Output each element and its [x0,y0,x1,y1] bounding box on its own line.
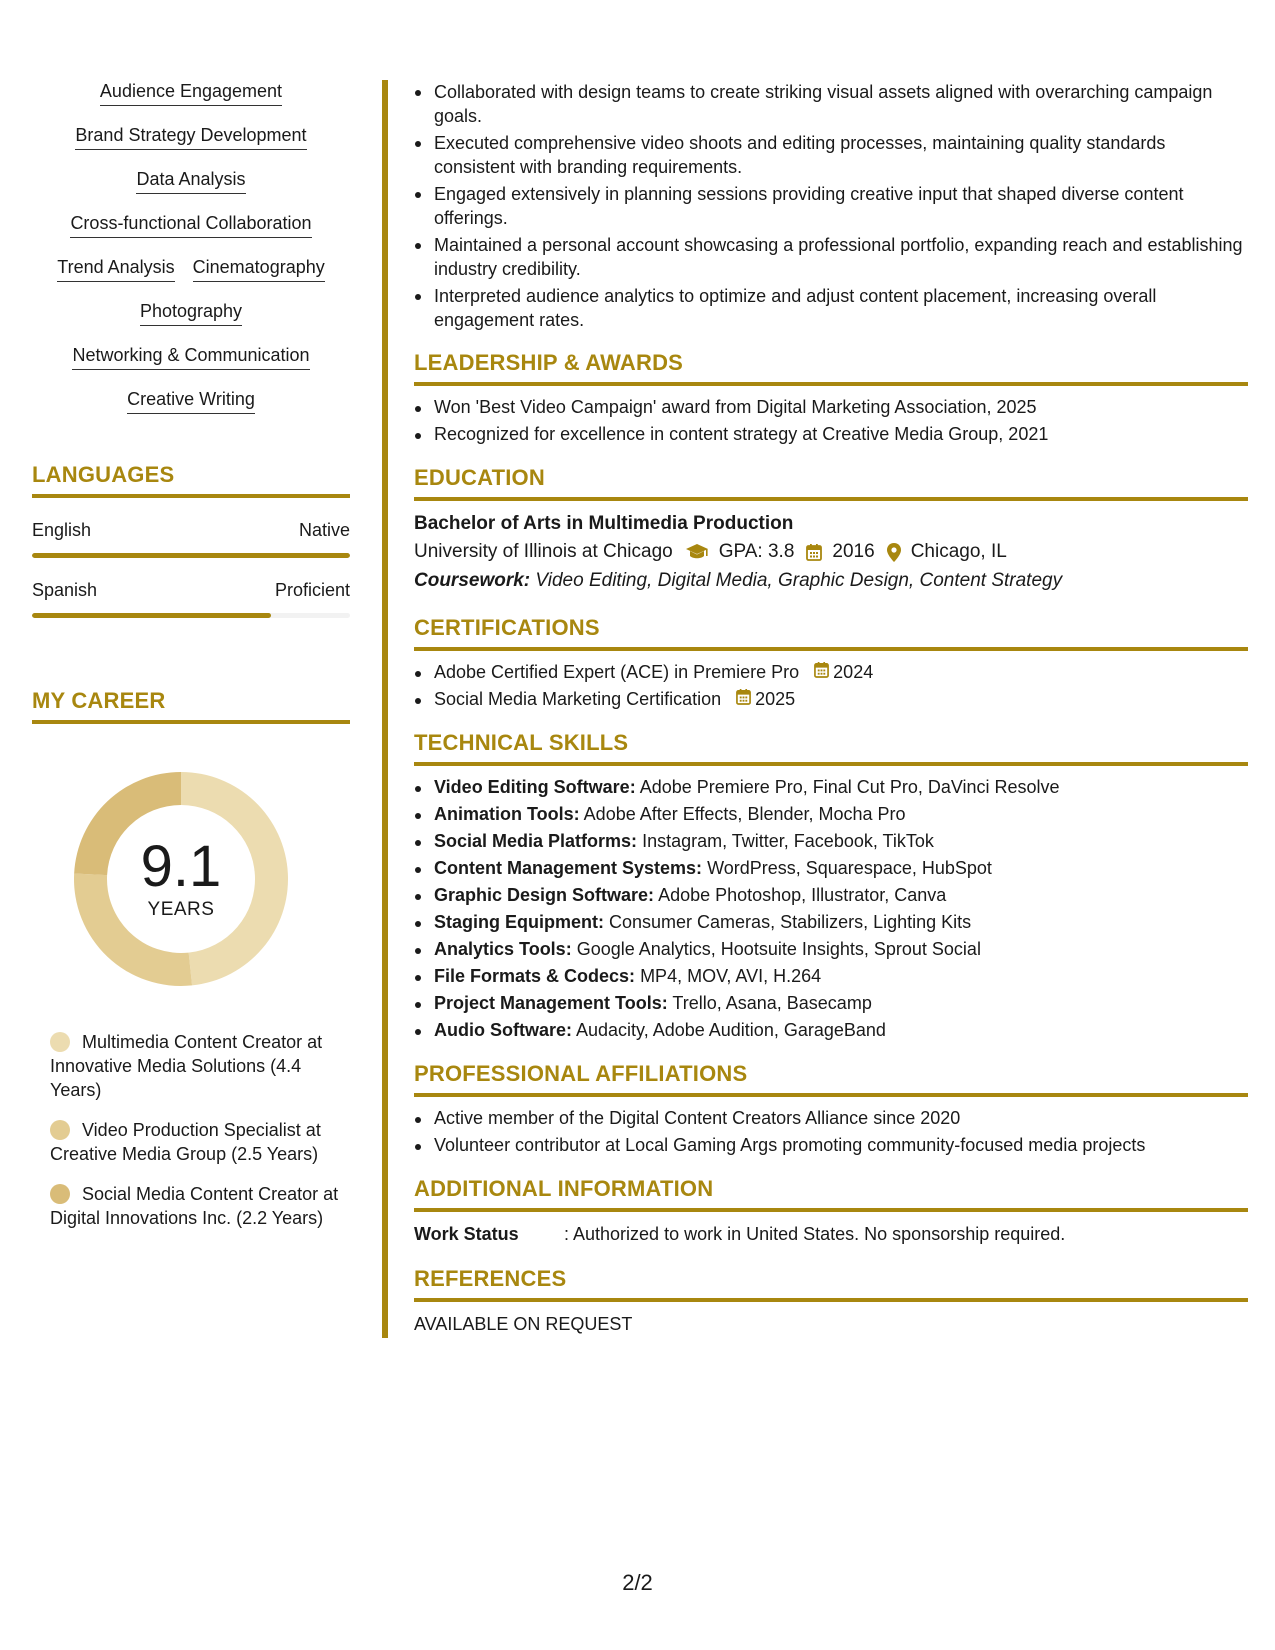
career-legend-text: Video Production Specialist at Creative Media Group (2.5 Years) [50,1120,321,1164]
technical-skill-value: Adobe After Effects, Blender, Mocha Pro [583,804,906,824]
career-section [32,688,350,1230]
experience-bullet: Interpreted audience analytics to optimize and adjust content placement, increasing overall engagement rates. [414,284,1248,332]
legend-swatch [50,1120,70,1140]
skill-tag: Trend Analysis [57,256,174,282]
career-legend-item [50,1182,350,1230]
affiliation-item: Active member of the Digital Content Creators Alliance since 2020 [414,1107,1248,1129]
technical-skill-key: Social Media Platforms: [434,831,638,851]
certification-item [414,661,1248,683]
technical-skill-key: Graphic Design Software: [434,885,655,905]
skills-tag-list [32,80,350,432]
skill-tag: Brand Strategy Development [75,124,306,150]
technical-skill-value: Instagram, Twitter, Facebook, TikTok [642,831,934,851]
technical-skill-value: Audacity, Adobe Audition, GarageBand [576,1020,886,1040]
certification-name: Adobe Certified Expert (ACE) in Premiere Pro [434,662,800,682]
technical-skill-value: Adobe Photoshop, Illustrator, Canva [658,885,947,905]
technical-skill-key: Video Editing Software: [434,777,636,797]
technical-skills-list [414,776,1248,1041]
education-gpa: GPA: 3.8 [718,541,795,562]
career-donut-chart [66,764,296,994]
experience-bullet: Maintained a personal account showcasing a professional portfolio, expanding reach and establishing industry credibility. [414,233,1248,281]
language-item [32,520,350,558]
technical-skill-value: Consumer Cameras, Stabilizers, Lighting Kits [609,912,972,932]
language-level: Proficient [274,580,350,600]
skill-tag: Audience Engagement [100,80,282,106]
technical-skill-key: Audio Software: [434,1020,572,1040]
technical-skill-item [414,884,1248,906]
language-level: Native [298,520,350,540]
language-name: Spanish [32,580,98,600]
education-school: University of Illinois at Chicago [414,541,673,562]
skill-tag: Networking & Communication [72,344,309,370]
technical-skill-item [414,776,1248,798]
leadership-item: Recognized for excellence in content strategy at Creative Media Group, 2021 [414,423,1248,445]
leadership-item: Won 'Best Video Campaign' award from Digital Marketing Association, 2025 [414,396,1248,418]
certifications-heading: CERTIFICATIONS [414,615,1248,651]
technical-skill-item [414,992,1248,1014]
skill-tag: Cross-functional Collaboration [70,212,311,238]
languages-section [32,462,350,618]
career-legend-item [50,1118,350,1166]
legend-swatch [50,1032,70,1052]
location-pin-icon [887,543,901,562]
calendar-icon [736,688,751,710]
technical-skill-key: Animation Tools: [434,804,580,824]
experience-bullets [414,80,1248,332]
affiliation-item: Volunteer contributor at Local Gaming Args promoting community-focused media projects [414,1134,1248,1156]
technical-skill-item [414,911,1248,933]
certification-year: 2024 [833,662,874,682]
skill-tag: Photography [140,300,242,326]
technical-skill-key: Analytics Tools: [434,939,572,959]
skill-tag: Data Analysis [136,168,245,194]
technical-skill-item [414,830,1248,852]
career-total-years: 9.1 [140,834,222,899]
language-level-bar [32,613,350,618]
calendar-icon [814,661,829,683]
left-column [32,80,350,1246]
skill-tag: Cinematography [193,256,325,282]
certification-year: 2025 [755,689,796,709]
experience-bullet: Engaged extensively in planning sessions providing creative input that shaped diverse content offerings. [414,182,1248,230]
language-item [32,580,350,618]
references-heading: REFERENCES [414,1266,1248,1302]
affiliations-heading: PROFESSIONAL AFFILIATIONS [414,1061,1248,1097]
technical-skill-value: Google Analytics, Hootsuite Insights, Sprout Social [576,939,981,959]
technical-skill-value: Trello, Asana, Basecamp [672,993,872,1013]
certification-name: Social Media Marketing Certification [434,689,722,709]
technical-skills-heading: TECHNICAL SKILLS [414,730,1248,766]
technical-skill-value: Adobe Premiere Pro, Final Cut Pro, DaVinci Resolve [639,777,1060,797]
technical-skill-item [414,1019,1248,1041]
work-status-value: : Authorized to work in United States. No sponsorship required. [564,1224,1066,1244]
language-name: English [32,520,92,540]
column-divider [382,80,388,1338]
career-legend-text: Multimedia Content Creator at Innovative Media Solutions (4.4 Years) [50,1032,323,1100]
coursework-list: Video Editing, Digital Media, Graphic Design, Content Strategy [535,570,1063,591]
technical-skill-value: MP4, MOV, AVI, H.264 [640,966,822,986]
technical-skill-item [414,857,1248,879]
legend-swatch [50,1184,70,1204]
career-legend-text: Social Media Content Creator at Digital Innovations Inc. (2.2 Years) [50,1184,339,1228]
coursework-label: Coursework: [414,570,531,591]
certification-item [414,688,1248,710]
education-entry [414,511,1248,595]
languages-heading: LANGUAGES [32,462,350,498]
language-level-bar [32,553,350,558]
education-location: Chicago, IL [910,541,1007,562]
technical-skill-value: WordPress, Squarespace, HubSpot [707,858,992,878]
career-legend [32,1030,350,1230]
work-status-row [414,1222,1248,1246]
certifications-list [414,661,1248,710]
work-status-label: Work Status [414,1224,519,1244]
technical-skill-item [414,803,1248,825]
education-year: 2016 [832,541,875,562]
experience-bullet: Executed comprehensive video shoots and editing processes, maintaining quality standards consistent with branding requirements. [414,131,1248,179]
education-heading: EDUCATION [414,465,1248,501]
leadership-list [414,396,1248,445]
page-number: 2/2 [622,1570,653,1595]
references-text: AVAILABLE ON REQUEST [414,1314,633,1334]
skill-tag: Creative Writing [127,388,255,414]
right-column [414,80,1248,1336]
experience-bullet: Collaborated with design teams to create striking visual assets aligned with overarching campaign goals. [414,80,1248,128]
career-heading: MY CAREER [32,688,350,724]
technical-skill-key: Project Management Tools: [434,993,668,1013]
education-degree: Bachelor of Arts in Multimedia Production [414,513,794,534]
language-level-bar-fill [32,613,271,618]
calendar-icon [806,543,822,561]
leadership-heading: LEADERSHIP & AWARDS [414,350,1248,386]
affiliations-list [414,1107,1248,1156]
technical-skill-key: Content Management Systems: [434,858,703,878]
language-level-bar-fill [32,553,350,558]
technical-skill-key: Staging Equipment: [434,912,604,932]
graduation-cap-icon [685,543,709,561]
technical-skill-key: File Formats & Codecs: [434,966,636,986]
career-legend-item [50,1030,350,1102]
additional-info-heading: ADDITIONAL INFORMATION [414,1176,1248,1212]
technical-skill-item [414,938,1248,960]
technical-skill-item [414,965,1248,987]
career-total-unit: YEARS [147,899,215,920]
